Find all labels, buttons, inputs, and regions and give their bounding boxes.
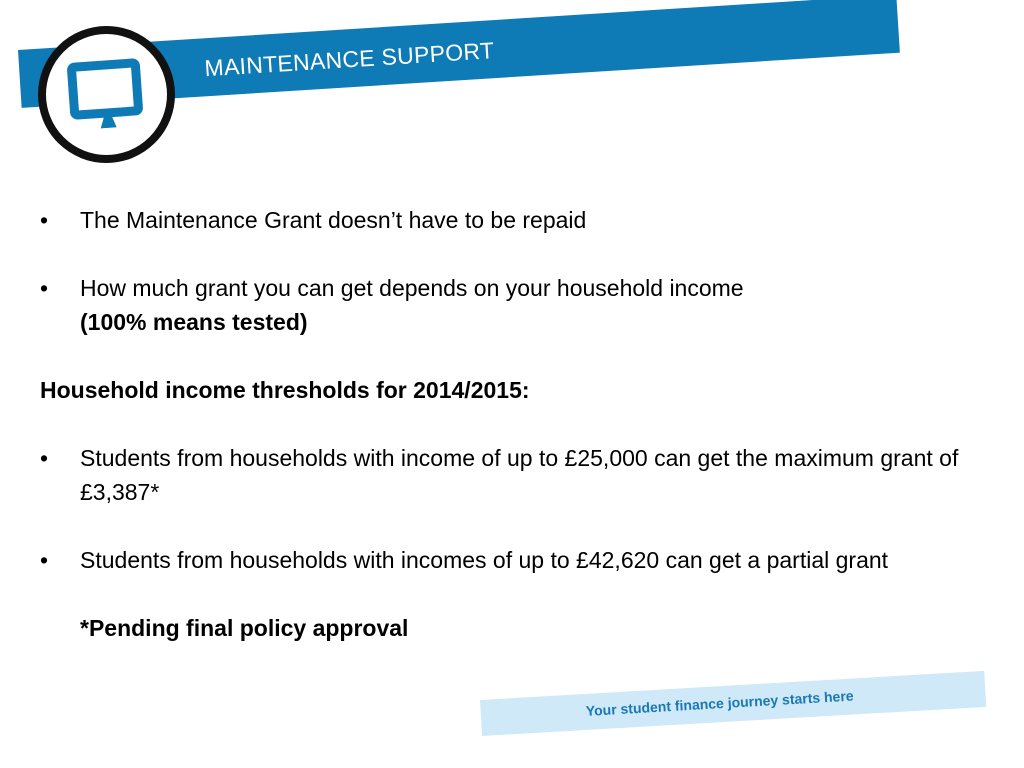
section-heading: Household income thresholds for 2014/2015: (40, 377, 530, 403)
bullet-emphasis: (100% means tested) (80, 309, 308, 335)
list-item (40, 271, 980, 339)
monitor-icon (46, 34, 167, 155)
bullet-text: The Maintenance Grant doesn’t have to be repaid (80, 207, 587, 233)
footnote: *Pending final policy approval (80, 615, 409, 641)
bullet-symbol: • (40, 445, 49, 471)
list-item (40, 543, 980, 577)
bullet-text: How much grant you can get depends on your household income (80, 275, 744, 301)
bullet-text: Students from households with incomes of up to £42,620 can get a partial grant (80, 547, 889, 573)
bullet-symbol: • (40, 275, 49, 301)
bullet-text: Students from households with income of up to £25,000 can get the maximum grant of £3,387* (80, 445, 959, 505)
slide-content (40, 203, 980, 645)
bullet-symbol: • (40, 207, 49, 233)
logo-badge (38, 26, 175, 163)
list-item (40, 441, 980, 509)
footer-tagline: Your student finance journey starts here (585, 687, 854, 719)
page-title: MAINTENANCE SUPPORT (203, 37, 496, 82)
list-item (40, 203, 980, 237)
bullet-symbol: • (40, 547, 49, 573)
footer-band (480, 671, 986, 736)
